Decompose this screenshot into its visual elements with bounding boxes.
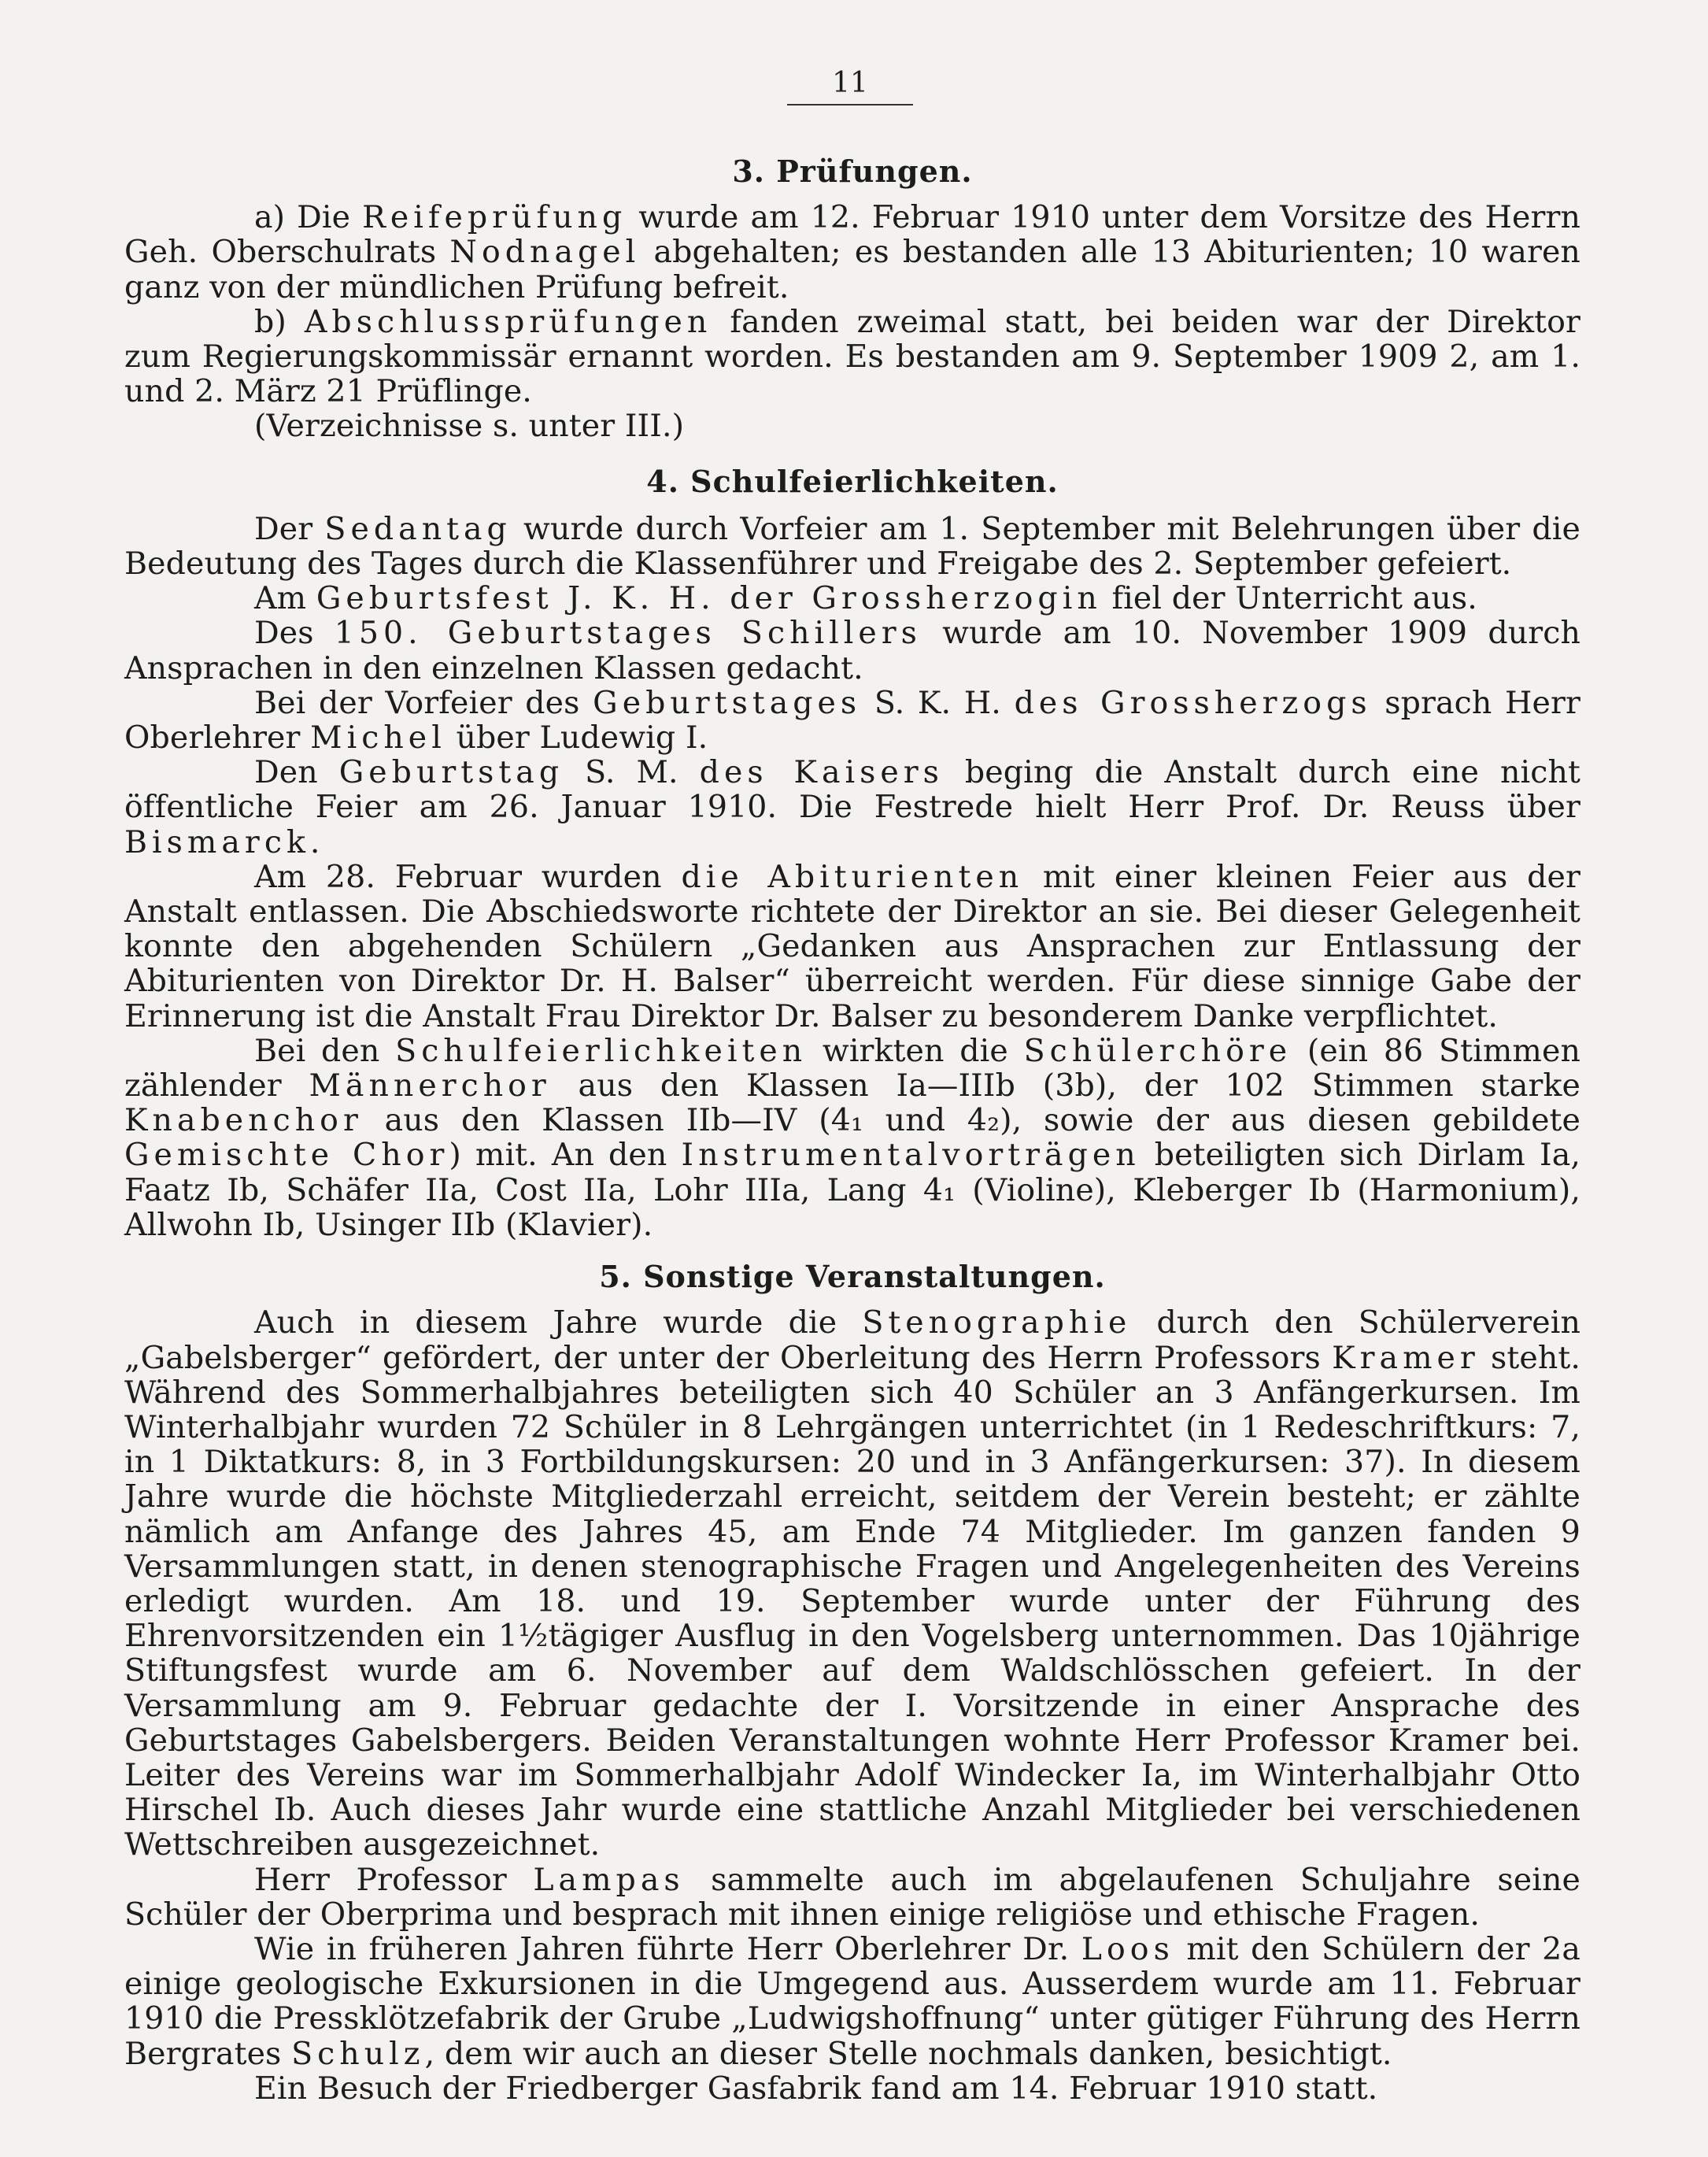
section-heading: 5. Sonstige Veranstaltungen. <box>599 1259 1106 1295</box>
paragraph <box>124 581 1580 616</box>
section-heading: 3. Prüfungen. <box>732 154 973 189</box>
text-run: a) Die <box>254 199 363 236</box>
paragraph <box>124 512 1580 581</box>
paragraph <box>124 409 1580 443</box>
spaced-emphasis: Schulz <box>291 2035 425 2072</box>
section-pruefungen <box>124 154 1580 444</box>
text-run: . <box>309 823 320 860</box>
paragraph <box>124 686 1580 755</box>
paragraph <box>124 1305 1580 1862</box>
paragraph <box>124 860 1580 1034</box>
text-run: Bei den <box>254 1032 396 1069</box>
text-run: aus den Klassen Ia—IIIb (3b), der 102 Stimmen starke <box>550 1067 1580 1104</box>
text-run: aus den Klassen IIb—IV (4₁ und 4₂), sowie der aus diesen gebildete <box>362 1102 1580 1139</box>
spaced-emphasis: Lampas <box>533 1861 685 1898</box>
paragraph <box>124 1863 1580 1932</box>
paragraph <box>124 2071 1580 2106</box>
text-run: Bei der Vorfeier des <box>254 684 593 721</box>
spaced-emphasis: Schulfeierlichkeiten <box>395 1032 808 1069</box>
section-sonstige-veranstaltungen <box>124 1260 1580 2106</box>
text-run: ) mit. An den <box>449 1137 682 1174</box>
text-run: b) <box>254 303 305 340</box>
spaced-emphasis: Nodnagel <box>449 234 641 271</box>
document-body <box>124 154 1580 2106</box>
text-run: steht. Während des Sommerhalbjahres beteiligten sich 40 Schüler an 3 Anfängerkursen. Im Winterhalbjahr wurden 72 Schüler in 8 Lehrgängen unterrichtet (in 1 Redeschriftkurs: 7, in 1 Diktatkurs: 8, in 3 Fortbildungskursen: 20 und in 3 Anfängerkursen: 37). In diesem Jahre wurde die höchste Mitgliederzahl erreicht, seitdem der Verein besteht; er zählte nämlich am Anfange des Jahres 45, am Ende 74 Mitglieder. Im ganzen fanden 9 Versammlungen statt, in denen stenographische Fragen und Angelegenheiten des Vereins erledigt wurden. Am 18. und 19. September wurde unter der Führung des Ehrenvorsitzenden ein 1½tägiger Ausflug in den Vogelsberg unternommen. Das 10jährige Stiftungsfest wurde am 6. November auf dem Waldschlösschen gefeiert. In der Versammlung am 9. Februar gedachte der I. Vorsitzende in einer Ansprache des Geburtstages Gabelsbergers. Beiden Veranstaltungen wohnte Herr Professor Kramer bei. Leiter des Vereins war im Sommerhalbjahr Adolf Windecker Ia, im Winterhalbjahr Otto Hirschel Ib. Auch dieses Jahr wurde eine stattliche Anzahl Mitglieder bei verschiedenen Wettschreiben ausgezeichnet. <box>124 1339 1580 1863</box>
text-run: Wie in früheren Jahren führte Herr Oberlehrer Dr. <box>254 1930 1081 1967</box>
text-run: fiel der Unterricht aus. <box>1101 580 1477 617</box>
text-run: (ein 86 Stimmen zählender <box>124 1032 1580 1104</box>
section-schulfeierlichkeiten <box>124 464 1580 1242</box>
page-number: 11 <box>787 68 913 105</box>
spaced-emphasis: Abschlussprüfungen <box>304 303 712 340</box>
spaced-emphasis: Knabenchor <box>124 1102 363 1139</box>
paragraph <box>124 305 1580 409</box>
text-run: fanden zweimal statt, bei beiden war der Direktor zum Regierungskommissär ernannt worden. Es bestanden am 9. September 1909 2, am 1. und 2. März 21 Prüflinge. <box>124 303 1580 410</box>
section-heading: 4. Schulfeierlichkeiten. <box>646 463 1059 499</box>
spaced-emphasis: Geburtsfest J. K. H. der Grossherzogin <box>316 580 1102 617</box>
text-run: Des <box>254 615 335 652</box>
text-run: mit den Schülern der 2a einige geologische Exkursionen in die Umgegend aus. Ausserdem wurde am 11. Februar 1910 die Pressklötzefabrik der Grube „Ludwigshoffnung“ unter gütiger Führung des Herrn Bergrates <box>124 1930 1581 2072</box>
spaced-emphasis: Stenographie <box>862 1304 1132 1341</box>
spaced-emphasis: Loos <box>1081 1930 1174 1967</box>
text-run: , dem wir auch an dieser Stelle nochmals danken, besichtigt. <box>424 2035 1392 2072</box>
text-run: durch den Schülerverein „Gabelsberger“ gefördert, der unter der Oberleitung des Herrn Professors <box>124 1304 1581 1376</box>
text-run: sammelte auch im abgelaufenen Schuljahre seine Schüler der Oberprima und besprach mit ihnen einige religiöse und ethische Fragen. <box>124 1861 1580 1933</box>
spaced-emphasis: Schülerchöre <box>1023 1032 1292 1069</box>
spaced-emphasis: Instrumentalvorträgen <box>681 1137 1141 1174</box>
spaced-emphasis: Geburtstag <box>338 754 564 791</box>
text-run: beteiligten sich Dirlam Ia, Faatz Ib, Schäfer IIa, Cost IIa, Lohr IIIa, Lang 4₁ (Violine), Kleberger Ib (Harmonium), Allwohn Ib, Usinger IIb (Klavier). <box>124 1137 1580 1243</box>
spaced-emphasis: Männerchor <box>309 1067 551 1104</box>
text-run: Am 28. Februar wurden <box>254 858 682 895</box>
text-run: Herr Professor <box>254 1861 534 1898</box>
spaced-emphasis: Reifeprüfung <box>362 199 627 236</box>
text-run: Ein Besuch der Friedberger Gasfabrik fand am 14. Februar 1910 statt. <box>254 2070 1378 2107</box>
spaced-emphasis: des Grossherzogs <box>1014 684 1372 721</box>
spaced-emphasis: Kramer <box>1332 1339 1480 1376</box>
spaced-emphasis: Gemischte Chor <box>124 1137 449 1174</box>
text-run: (Verzeichnisse s. unter III.) <box>254 408 685 445</box>
text-run: sprach Herr Oberlehrer <box>124 684 1581 757</box>
text-run: wurde am 12. Februar 1910 unter dem Vorsitze des Herrn Geh. Oberschulrats <box>124 199 1580 271</box>
text-run: S. K. H. <box>861 684 1015 721</box>
spaced-emphasis: Geburtstages <box>593 684 862 721</box>
text-run: beging die Anstalt durch eine nicht öffentliche Feier am 26. Januar 1910. Die Festrede hielt Herr Prof. Dr. Reuss über <box>124 754 1581 826</box>
spaced-emphasis: Bismarck <box>124 823 310 860</box>
paragraph <box>124 1034 1580 1242</box>
text-run: Am <box>254 580 316 617</box>
spaced-emphasis: Michel <box>310 720 446 757</box>
text-run: abgehalten; es bestanden alle 13 Abiturienten; 10 waren ganz von der mündlichen Prüfung befreit. <box>124 234 1580 305</box>
text-run: Den <box>254 754 339 791</box>
text-run: wurde durch Vorfeier am 1. September mit Belehrungen über die Bedeutung des Tages durch die Klassenführer und Freigabe des 2. September gefeiert. <box>124 510 1580 583</box>
text-run: Der <box>254 510 325 547</box>
text-run: über Ludewig I. <box>445 720 708 757</box>
text-run: wirkten die <box>807 1032 1024 1069</box>
paragraph <box>124 616 1580 685</box>
paragraph <box>124 755 1580 860</box>
text-run: wurde am 10. November 1909 durch Ansprachen in den einzelnen Klassen gedacht. <box>124 615 1580 686</box>
spaced-emphasis: Sedantag <box>324 510 512 547</box>
paragraph <box>124 200 1580 305</box>
paragraph <box>124 1932 1580 2071</box>
spaced-emphasis: 150. Geburtstages Schillers <box>334 615 922 652</box>
spaced-emphasis: des Kaisers <box>699 754 944 791</box>
text-run: S. M. <box>564 754 700 791</box>
spaced-emphasis: die Abiturienten <box>681 858 1024 895</box>
text-run: mit einer kleinen Feier aus der Anstalt entlassen. Die Abschiedsworte richtete der Direktor an sie. Bei dieser Gelegenheit konnte den abgehenden Schülern „Gedanken aus Ansprachen zur Entlassung der Abiturienten von Direktor Dr. H. Balser“ überreicht werden. Für diese sinnige Gabe der Erinnerung ist die Anstalt Frau Direktor Dr. Balser zu besonderem Danke verpflichtet. <box>124 858 1580 1034</box>
text-run: Auch in diesem Jahre wurde die <box>254 1304 863 1341</box>
